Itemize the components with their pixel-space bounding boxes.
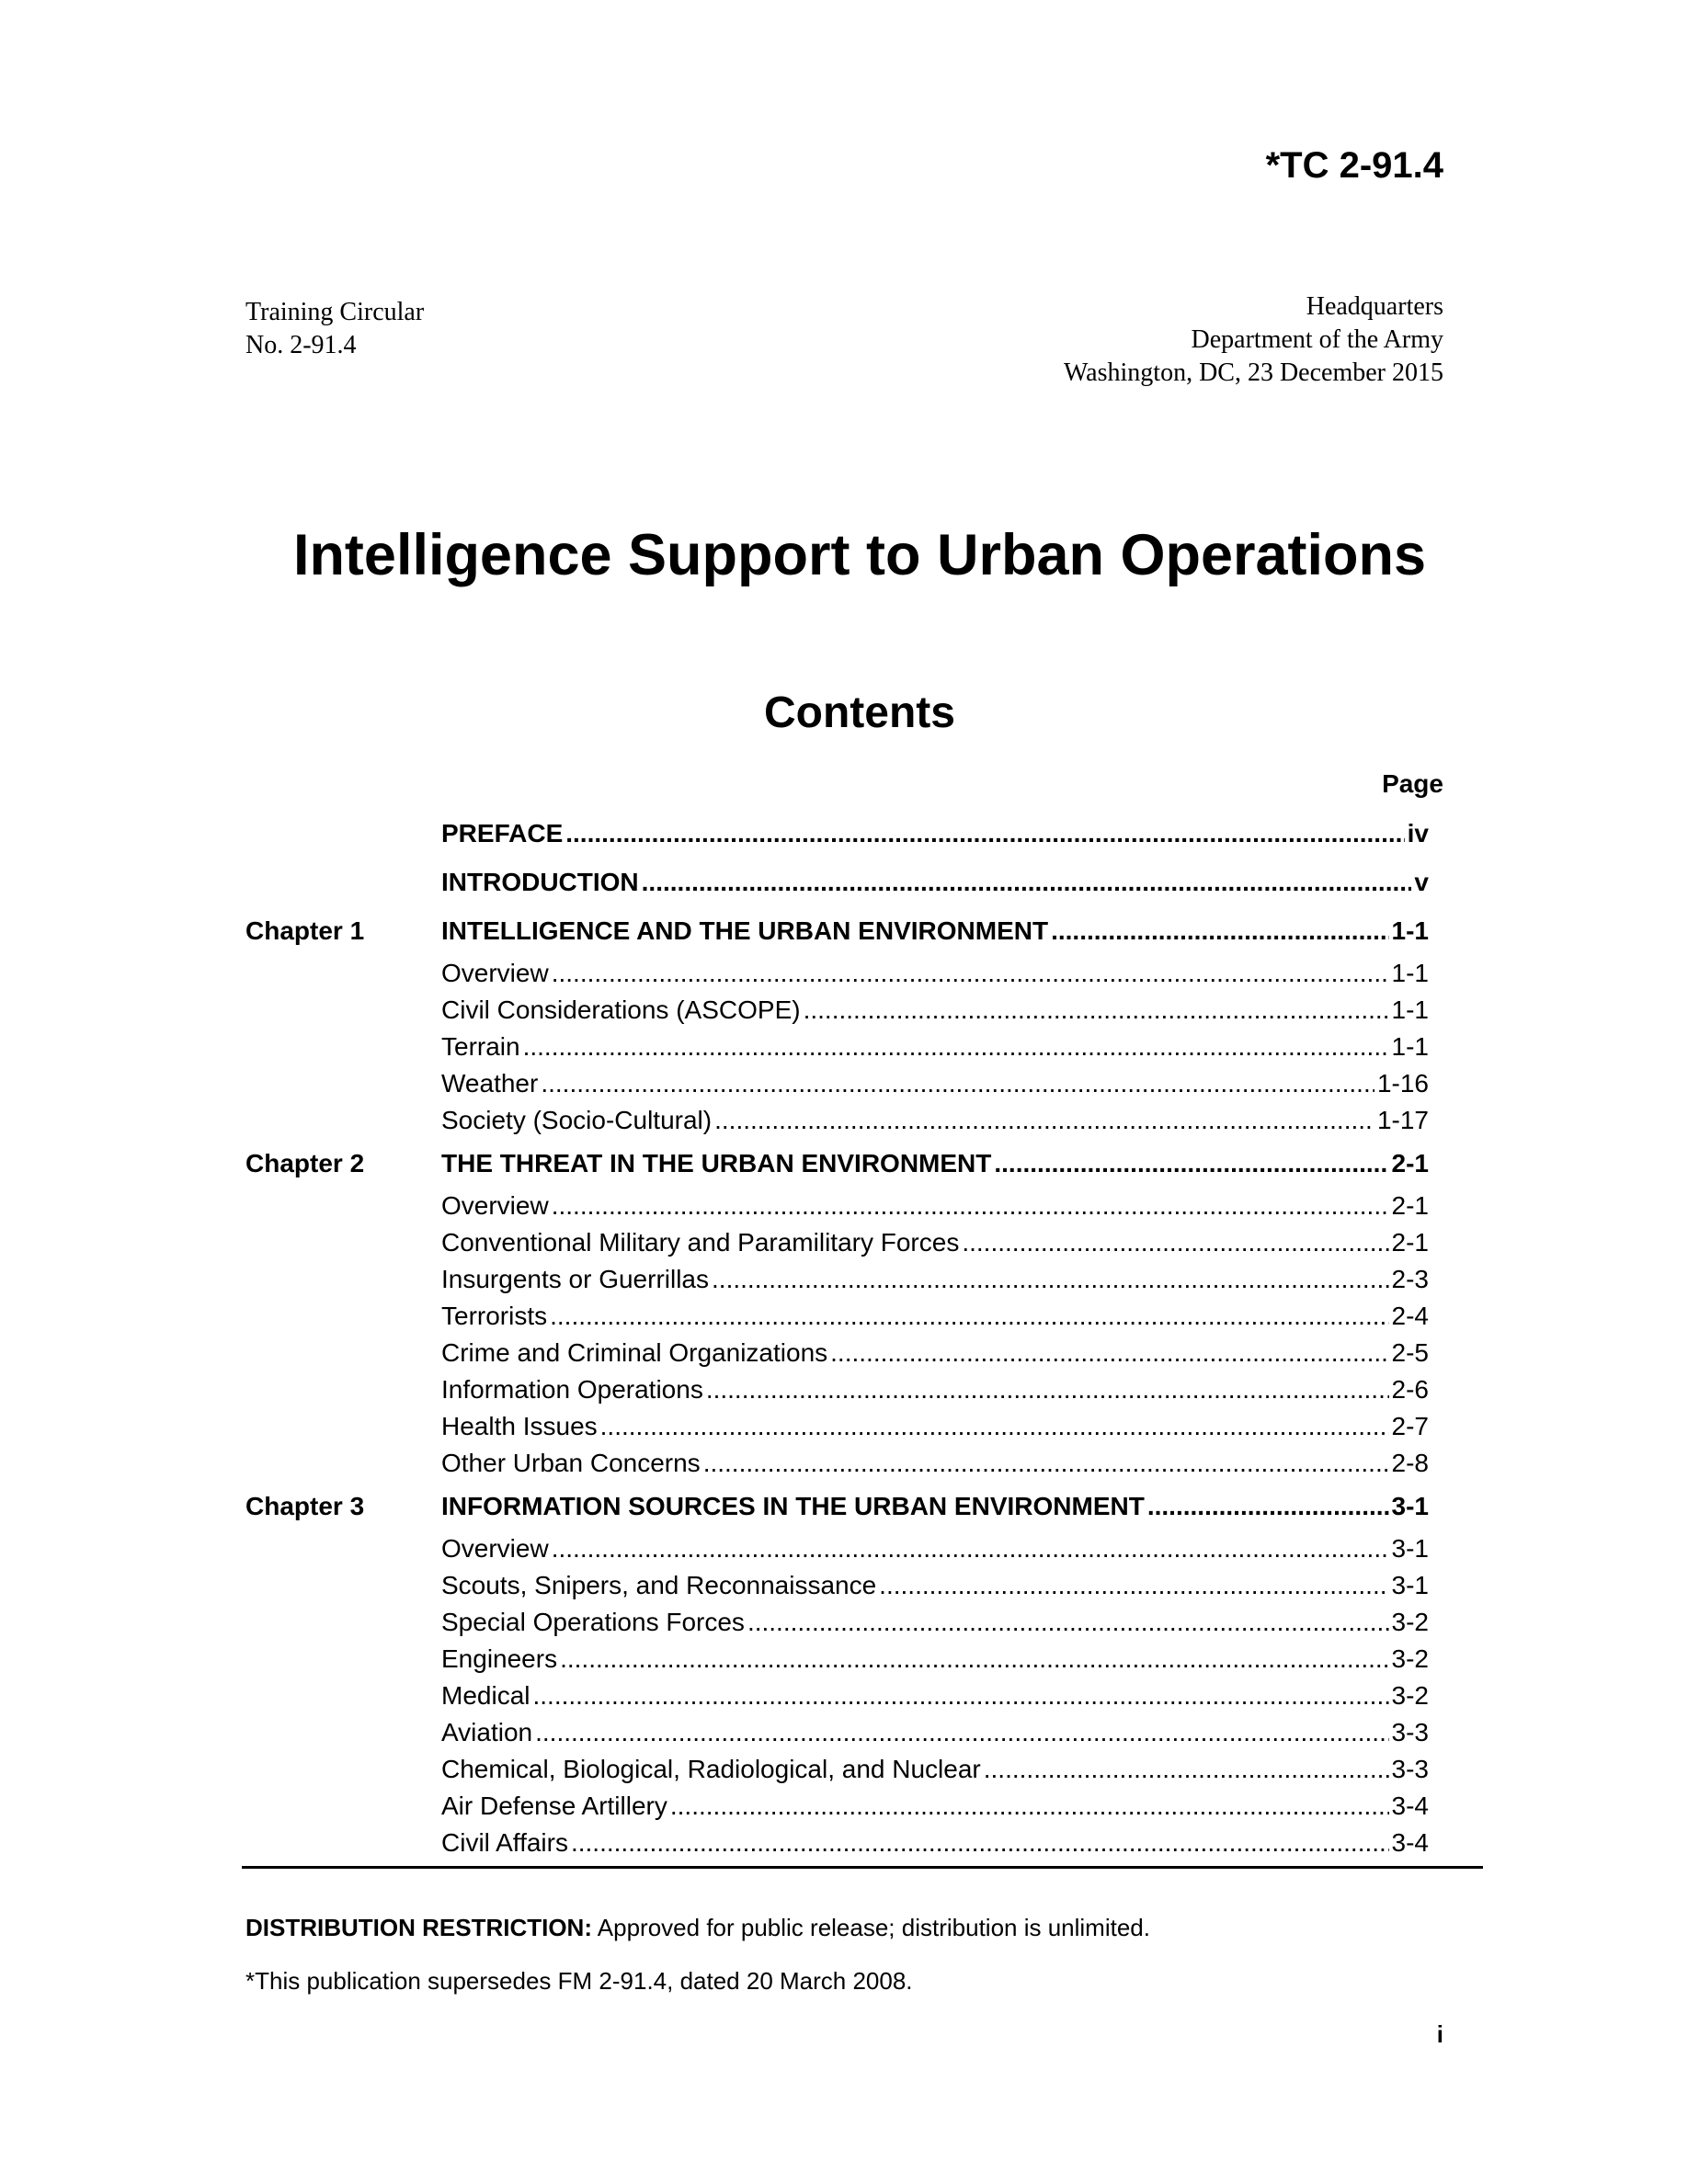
toc-entry-page: 3-1 xyxy=(1391,1492,1429,1520)
leader-dots xyxy=(712,1261,1389,1298)
leader-dots xyxy=(523,1029,1389,1065)
toc-entry-label: Engineers xyxy=(441,1644,558,1673)
toc-entry[interactable] xyxy=(245,1678,1429,1714)
toc-entry-label: Overview xyxy=(441,959,549,987)
toc-entry-page: 3-1 xyxy=(1391,1571,1429,1599)
leader-dots xyxy=(1147,1482,1389,1530)
toc-entry[interactable] xyxy=(245,1530,1429,1567)
leader-dots xyxy=(703,1445,1389,1482)
toc-entry[interactable] xyxy=(245,1371,1429,1408)
toc-entry-label: Civil Considerations (ASCOPE) xyxy=(441,995,801,1024)
toc-entry-page: 3-4 xyxy=(1391,1828,1429,1857)
toc-entry-label: Conventional Military and Paramilitary Forces xyxy=(441,1228,960,1257)
toc-chapter-2-heading[interactable] xyxy=(245,1139,1429,1188)
toc-entry[interactable] xyxy=(245,955,1429,992)
toc-entry-label: Information Operations xyxy=(441,1375,703,1404)
toc-entry[interactable] xyxy=(245,1788,1429,1825)
toc-entry-introduction[interactable] xyxy=(245,858,1429,906)
leader-dots xyxy=(642,858,1412,906)
toc-entry[interactable] xyxy=(245,1102,1429,1139)
toc-entry-page: 3-1 xyxy=(1391,1534,1429,1563)
toc-entry-label: THE THREAT IN THE URBAN ENVIRONMENT xyxy=(441,1149,992,1177)
toc-entry[interactable] xyxy=(245,1188,1429,1224)
toc-entry-preface[interactable] xyxy=(245,809,1429,858)
chapter-label: Chapter 3 xyxy=(245,1492,365,1520)
page-column-heading: Page xyxy=(1382,769,1443,798)
toc-entry-label: Crime and Criminal Organizations xyxy=(441,1338,828,1367)
leader-dots xyxy=(747,1604,1389,1641)
toc-entry-page: 1-16 xyxy=(1376,1069,1429,1098)
contents-heading: Contents xyxy=(764,688,955,737)
department-label: Department of the Army xyxy=(1191,325,1443,354)
toc-entry-page: 3-2 xyxy=(1391,1681,1429,1710)
toc-entry[interactable] xyxy=(245,1335,1429,1371)
toc-entry-label: INFORMATION SOURCES IN THE URBAN ENVIRONMENT xyxy=(441,1492,1145,1520)
toc-entry-label: Other Urban Concerns xyxy=(441,1449,701,1477)
toc-entry[interactable] xyxy=(245,1641,1429,1678)
toc-entry-label: Air Defense Artillery xyxy=(441,1792,667,1820)
toc-entry[interactable] xyxy=(245,1751,1429,1788)
footer-divider xyxy=(242,1866,1483,1869)
toc-entry-page: 3-3 xyxy=(1391,1718,1429,1746)
toc-entry-label: Special Operations Forces xyxy=(441,1608,745,1636)
leader-dots xyxy=(535,1714,1388,1751)
toc-entry-page: 2-7 xyxy=(1391,1412,1429,1440)
leader-dots xyxy=(830,1335,1388,1371)
leader-dots xyxy=(994,1139,1388,1188)
toc-entry[interactable] xyxy=(245,1408,1429,1445)
toc-entry-page: iv xyxy=(1407,819,1429,847)
toc-entry-page: 3-2 xyxy=(1391,1644,1429,1673)
leader-dots xyxy=(600,1408,1389,1445)
toc-entry-page: 2-6 xyxy=(1391,1375,1429,1404)
toc-entry-label: Weather xyxy=(441,1069,539,1098)
issuing-authority-block xyxy=(1064,290,1443,390)
toc-entry-page: 2-3 xyxy=(1391,1265,1429,1293)
leader-dots xyxy=(552,955,1389,992)
toc-entry-label: Society (Socio-Cultural) xyxy=(441,1106,713,1134)
leader-dots xyxy=(984,1751,1389,1788)
leader-dots xyxy=(670,1788,1389,1825)
publication-type: Training Circular xyxy=(245,298,425,326)
leader-dots xyxy=(565,809,1404,858)
toc-entry-label: Chemical, Biological, Radiological, and Nuclear xyxy=(441,1755,981,1783)
toc-entry-page: 3-3 xyxy=(1391,1755,1429,1783)
toc-chapter-1-heading[interactable] xyxy=(245,906,1429,955)
leader-dots xyxy=(962,1224,1388,1261)
toc-entry-page: 2-5 xyxy=(1391,1338,1429,1367)
toc-entry-label: Insurgents or Guerrillas xyxy=(441,1265,710,1293)
toc-entry[interactable] xyxy=(245,1029,1429,1065)
distribution-text: Approved for public release; distribution is unlimited. xyxy=(592,1914,1150,1941)
toc-entry-label: Health Issues xyxy=(441,1412,598,1440)
toc-entry-label: Overview xyxy=(441,1191,549,1220)
leader-dots xyxy=(804,992,1389,1029)
toc-entry-label: Aviation xyxy=(441,1718,533,1746)
toc-entry-page: 1-1 xyxy=(1391,1032,1429,1061)
leader-dots xyxy=(1051,906,1388,955)
leader-dots xyxy=(552,1188,1389,1224)
chapter-label: Chapter 1 xyxy=(245,916,365,945)
toc-entry-page: 1-1 xyxy=(1391,959,1429,987)
toc-entry[interactable] xyxy=(245,1224,1429,1261)
leader-dots xyxy=(571,1825,1389,1861)
toc-entry-label: INTELLIGENCE AND THE URBAN ENVIRONMENT xyxy=(441,916,1049,945)
headquarters-label: Headquarters xyxy=(1306,292,1443,321)
supersedes-note: *This publication supersedes FM 2-91.4, dated 20 March 2008. xyxy=(245,1967,913,1995)
toc-entry-label: Overview xyxy=(441,1534,549,1563)
toc-entry-page: 2-1 xyxy=(1391,1228,1429,1257)
chapter-label: Chapter 2 xyxy=(245,1149,365,1177)
page-number: i xyxy=(1436,2020,1443,2048)
distribution-restriction xyxy=(245,1914,1150,1942)
toc-entry[interactable] xyxy=(245,1567,1429,1604)
toc-entry-page: 1-1 xyxy=(1391,995,1429,1024)
toc-entry[interactable] xyxy=(245,1604,1429,1641)
toc-entry-label: Civil Affairs xyxy=(441,1828,568,1857)
leader-dots xyxy=(550,1298,1388,1335)
table-of-contents xyxy=(245,809,1429,1861)
document-title: Intelligence Support to Urban Operations xyxy=(292,523,1427,587)
toc-entry[interactable] xyxy=(245,1261,1429,1298)
toc-entry-page: 3-2 xyxy=(1391,1608,1429,1636)
leader-dots xyxy=(714,1102,1374,1139)
toc-entry-page: 2-1 xyxy=(1391,1191,1429,1220)
toc-entry-page: 3-4 xyxy=(1391,1792,1429,1820)
toc-chapter-3-heading[interactable] xyxy=(245,1482,1429,1530)
toc-entry[interactable] xyxy=(245,992,1429,1029)
publication-number: No. 2-91.4 xyxy=(245,331,357,359)
toc-entry-label: PREFACE xyxy=(441,819,564,847)
leader-dots xyxy=(552,1530,1389,1567)
toc-entry-page: 2-8 xyxy=(1391,1449,1429,1477)
publication-type-block xyxy=(245,296,424,362)
toc-entry-label: Terrain xyxy=(441,1032,520,1061)
toc-entry[interactable] xyxy=(245,1298,1429,1335)
toc-entry-page: v xyxy=(1414,868,1429,896)
leader-dots xyxy=(879,1567,1388,1604)
location-date: Washington, DC, 23 December 2015 xyxy=(1064,358,1443,387)
toc-entry[interactable] xyxy=(245,1445,1429,1482)
toc-entry[interactable] xyxy=(245,1825,1429,1861)
toc-entry[interactable] xyxy=(245,1714,1429,1751)
distribution-label: DISTRIBUTION RESTRICTION: xyxy=(245,1914,592,1941)
leader-dots xyxy=(532,1678,1388,1714)
document-id: *TC 2-91.4 xyxy=(1265,145,1443,186)
toc-entry-label: Scouts, Snipers, and Reconnaissance xyxy=(441,1571,877,1599)
toc-entry-page: 1-17 xyxy=(1376,1106,1429,1134)
toc-entry-label: Medical xyxy=(441,1681,530,1710)
leader-dots xyxy=(560,1641,1388,1678)
leader-dots xyxy=(706,1371,1389,1408)
toc-entry[interactable] xyxy=(245,1065,1429,1102)
toc-entry-page: 2-1 xyxy=(1391,1149,1429,1177)
toc-entry-label: INTRODUCTION xyxy=(441,868,639,896)
toc-entry-page: 2-4 xyxy=(1391,1302,1429,1330)
leader-dots xyxy=(541,1065,1374,1102)
toc-entry-label: Terrorists xyxy=(441,1302,548,1330)
toc-entry-page: 1-1 xyxy=(1391,916,1429,945)
